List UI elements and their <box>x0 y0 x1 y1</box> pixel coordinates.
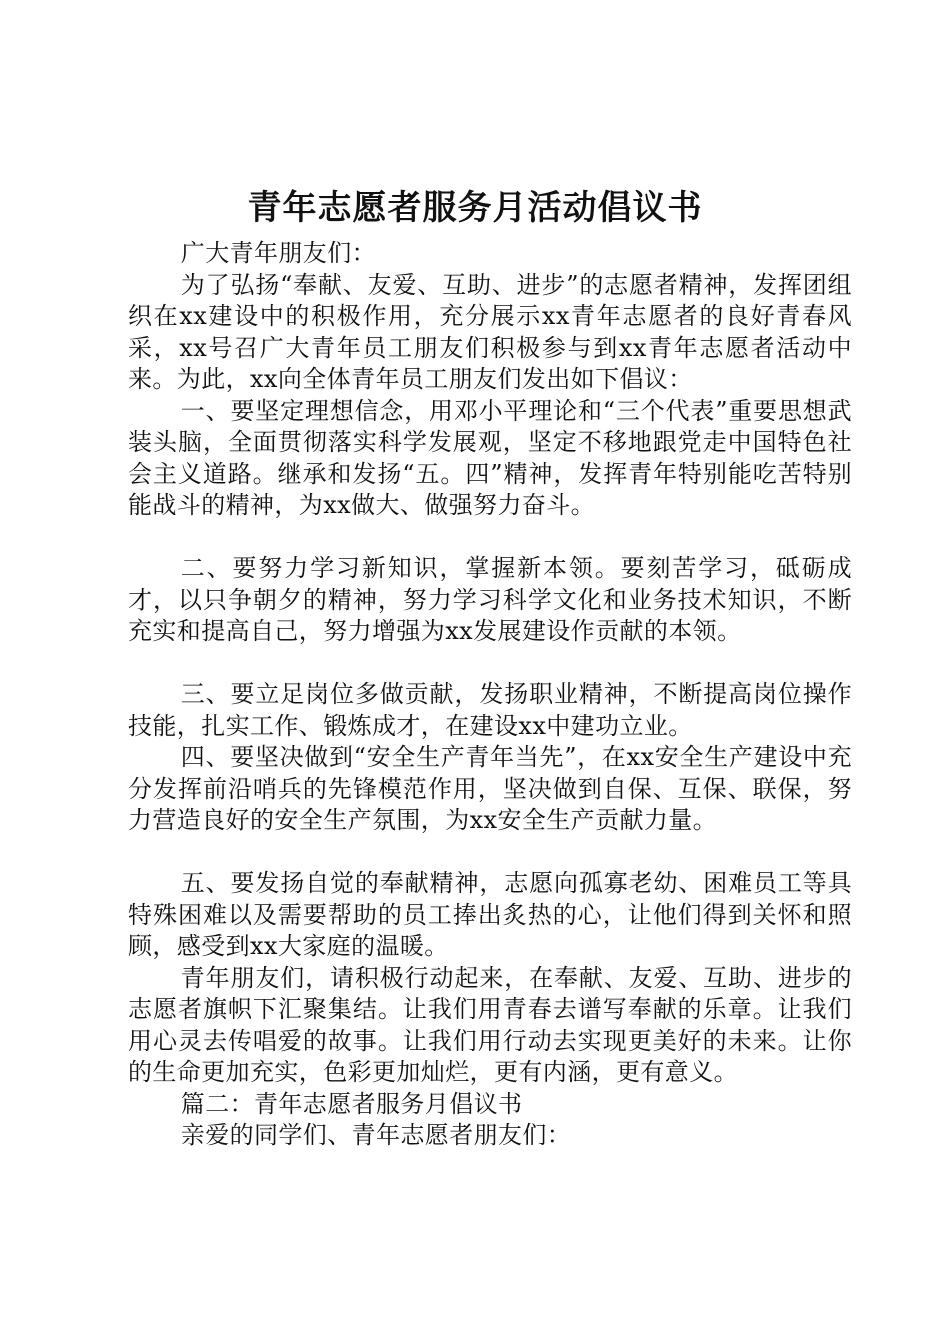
document-title: 青年志愿者服务月活动倡议书 <box>247 188 703 228</box>
paragraph-item-2: 二、要努力学习新知识，掌握新本领。要刻苦学习，砥砺成才，以只争朝夕的精神，努力学习科学文化和业务技术知识，不断充实和提高自己，努力增强为xx发展建设作贡献的本领。 <box>128 554 852 645</box>
paragraph-closing: 青年朋友们，请积极行动起来，在奉献、友爱、互助、进步的志愿者旗帜下汇聚集结。让我们用青春去谱写奉献的乐章。让我们用心灵去传唱爱的故事。让我们用行动去实现更美好的未来。让你的生命更加充实，色彩更加灿烂，更有内涵，更有意义。 <box>128 963 852 1086</box>
document-body <box>128 238 852 1152</box>
salutation-2: 亲爱的同学们、青年志愿者朋友们： <box>180 1121 572 1149</box>
paragraph-item-1: 一、要坚定理想信念，用邓小平理论和“三个代表”重要思想武装头脑，全面贯彻落实科学发展观，坚定不移地跟党走中国特色社会主义道路。继承和发扬“五。四”精神，发挥青年特别能吃苦特别能战斗的精神，为xx做大、做强努力奋斗。 <box>128 396 852 519</box>
paragraph-item-4: 四、要坚决做到“安全生产青年当先”，在xx安全生产建设中充分发挥前沿哨兵的先锋模范作用，坚决做到自保、互保、联保，努力营造良好的安全生产氛围，为xx安全生产贡献力量。 <box>128 743 852 834</box>
paragraph-item-3: 三、要立足岗位多做贡献，发扬职业精神，不断提高岗位操作技能，扎实工作、锻炼成才，在建设xx中建功立业。 <box>128 680 852 740</box>
paragraph-intro: 为了弘扬“奉献、友爱、互助、进步”的志愿者精神，发挥团组织在xx建设中的积极作用，充分展示xx青年志愿者的良好青春风采，xx号召广大青年员工朋友们积极参与到xx青年志愿者活动中来。为此，xx向全体青年员工朋友们发出如下倡议： <box>128 270 852 393</box>
section-heading: 篇二：青年志愿者服务月倡议书 <box>180 1089 523 1118</box>
paragraph-item-5: 五、要发扬自觉的奉献精神，志愿向孤寡老幼、困难员工等具特殊困难以及需要帮助的员工捧出炙热的心，让他们得到关怀和照顾，感受到xx大家庭的温暖。 <box>128 869 852 960</box>
salutation: 广大青年朋友们： <box>180 239 376 267</box>
